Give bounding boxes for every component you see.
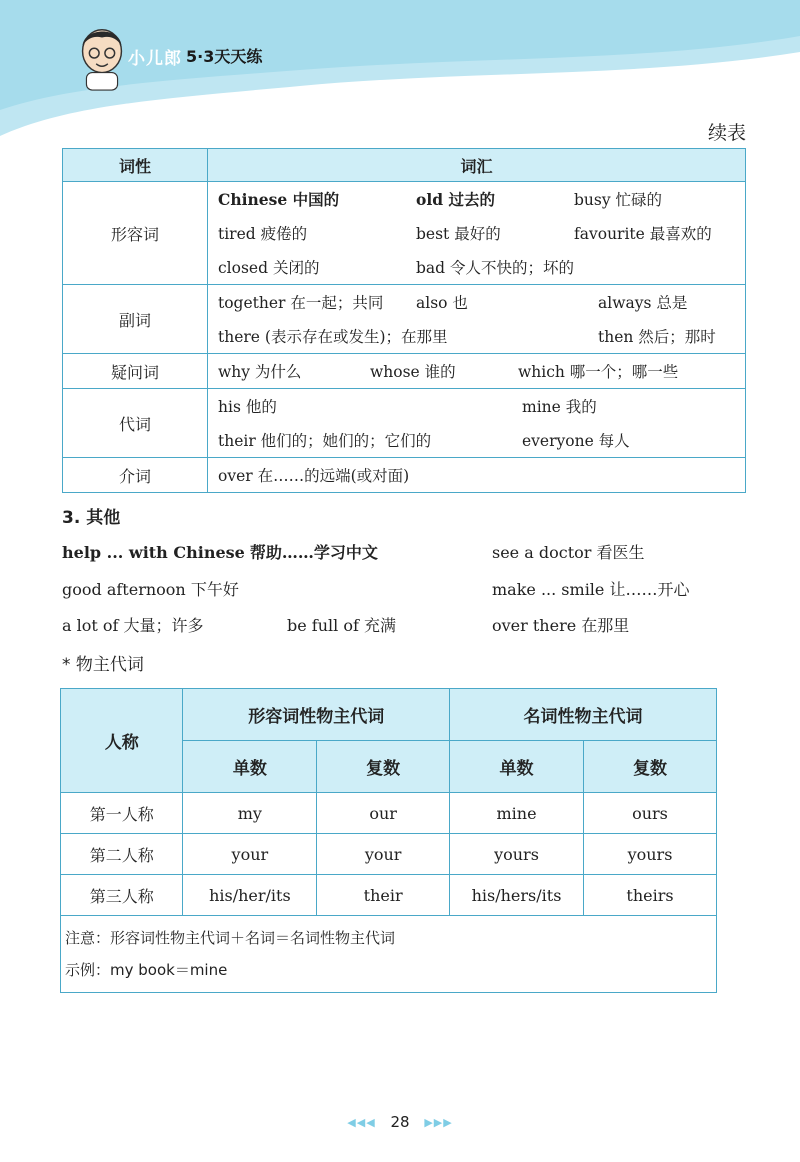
pos-label: 介词 bbox=[63, 458, 208, 493]
brand-series: 5·3天天练 bbox=[186, 47, 263, 66]
phrase-en: good afternoon bbox=[62, 580, 186, 599]
word-line: tired 疲倦的 best 最好的 favourite 最喜欢的 bbox=[218, 225, 712, 243]
word-line: why 为什么 whose 谁的 which 哪一个；哪一些 bbox=[218, 363, 679, 381]
word-line: there (表示存在或发生)；在那里 then 然后；那时 bbox=[218, 328, 716, 346]
header-singular: 单数 bbox=[450, 741, 584, 793]
possessive-title: * 物主代词 bbox=[62, 655, 144, 675]
word-line: Chinese 中国的 old 过去的 busy 忙碌的 bbox=[218, 190, 663, 209]
pos-label: 代词 bbox=[63, 389, 208, 458]
phrase-zh: 大量；许多 bbox=[123, 616, 204, 635]
phrase-zh: 在那里 bbox=[581, 616, 630, 635]
pos-label: 形容词 bbox=[63, 182, 208, 285]
phrase-zh: 看医生 bbox=[596, 543, 645, 562]
cell-value: mine bbox=[450, 793, 584, 834]
row-label: 第一人称 bbox=[61, 793, 183, 834]
cell-value: your bbox=[317, 834, 450, 875]
word-line: closed 关闭的 bad 令人不快的；坏的 bbox=[218, 259, 575, 277]
phrase-item bbox=[62, 540, 378, 563]
cell-value: his/her/its bbox=[183, 875, 317, 916]
vocab-row bbox=[63, 182, 746, 285]
continued-label: 续表 bbox=[707, 122, 746, 144]
words-cell bbox=[208, 389, 746, 458]
col-header-pos: 词性 bbox=[63, 149, 208, 182]
phrase-zh: 充满 bbox=[364, 616, 397, 635]
possessive-table bbox=[60, 688, 717, 993]
cell-value: ours bbox=[584, 793, 717, 834]
vocab-row bbox=[63, 354, 746, 389]
cell-value: theirs bbox=[584, 875, 717, 916]
note-text: 注意：形容词性物主代词＋名词＝名词性物主代词 bbox=[65, 929, 396, 947]
row-label: 第三人称 bbox=[61, 875, 183, 916]
phrase-en: see a doctor bbox=[492, 543, 592, 562]
cell-value: our bbox=[317, 793, 450, 834]
table-row bbox=[61, 793, 717, 834]
cell-value: your bbox=[183, 834, 317, 875]
vocab-row bbox=[63, 389, 746, 458]
note-cell bbox=[61, 916, 717, 993]
phrase-item bbox=[492, 613, 629, 636]
cell-value: their bbox=[317, 875, 450, 916]
table-row bbox=[61, 834, 717, 875]
words-cell bbox=[208, 285, 746, 354]
section-title-others: 3. 其他 bbox=[62, 508, 121, 528]
words-cell bbox=[208, 354, 746, 389]
phrase-en: over there bbox=[492, 616, 577, 635]
phrase-item bbox=[62, 577, 239, 600]
word-line: together 在一起；共同 also 也 always 总是 bbox=[218, 294, 688, 312]
vocab-row bbox=[63, 285, 746, 354]
phrase-en: make ... smile bbox=[492, 580, 605, 599]
header-singular: 单数 bbox=[183, 741, 317, 793]
header-person: 人称 bbox=[61, 689, 183, 793]
phrase-zh: 帮助……学习中文 bbox=[249, 543, 378, 562]
cell-value: my bbox=[183, 793, 317, 834]
phrase-item bbox=[62, 613, 204, 636]
cell-value: yours bbox=[584, 834, 717, 875]
page-number: 28 bbox=[390, 1113, 410, 1131]
phrase-item bbox=[287, 613, 396, 636]
phrase-item bbox=[492, 577, 690, 600]
left-arrows-icon: ◀◀◀ bbox=[347, 1116, 376, 1129]
cell-value: yours bbox=[450, 834, 584, 875]
words-cell bbox=[208, 458, 746, 493]
phrase-zh: 让……开心 bbox=[609, 580, 690, 599]
cell-value: his/hers/its bbox=[450, 875, 584, 916]
page-footer bbox=[0, 1113, 800, 1131]
row-label: 第二人称 bbox=[61, 834, 183, 875]
pos-label: 疑问词 bbox=[63, 354, 208, 389]
brand-name: 小儿郎 bbox=[128, 49, 182, 69]
header-plural: 复数 bbox=[317, 741, 450, 793]
vocab-row bbox=[63, 458, 746, 493]
pos-label: 副词 bbox=[63, 285, 208, 354]
phrase-item bbox=[492, 540, 645, 563]
phrase-en: be full of bbox=[287, 616, 359, 635]
words-cell bbox=[208, 182, 746, 285]
mascot-icon bbox=[76, 22, 128, 92]
header-plural: 复数 bbox=[584, 741, 717, 793]
header-noun-possessive: 名词性物主代词 bbox=[450, 689, 717, 741]
phrase-zh: 下午好 bbox=[190, 580, 239, 599]
header-adjective-possessive: 形容词性物主代词 bbox=[183, 689, 450, 741]
word-line: over 在……的远端(或对面) bbox=[218, 467, 410, 485]
col-header-words: 词汇 bbox=[208, 149, 746, 182]
phrase-en: a lot of bbox=[62, 616, 119, 635]
example-text: 示例：my book＝mine bbox=[65, 961, 228, 979]
word-line: his 他的 mine 我的 bbox=[218, 398, 597, 416]
vocab-table bbox=[62, 148, 746, 493]
word-line: their 他们的；她们的；它们的 everyone 每人 bbox=[218, 432, 630, 450]
table-row bbox=[61, 875, 717, 916]
phrase-en: help ... with Chinese bbox=[62, 543, 245, 562]
right-arrows-icon: ▶▶▶ bbox=[424, 1116, 453, 1129]
